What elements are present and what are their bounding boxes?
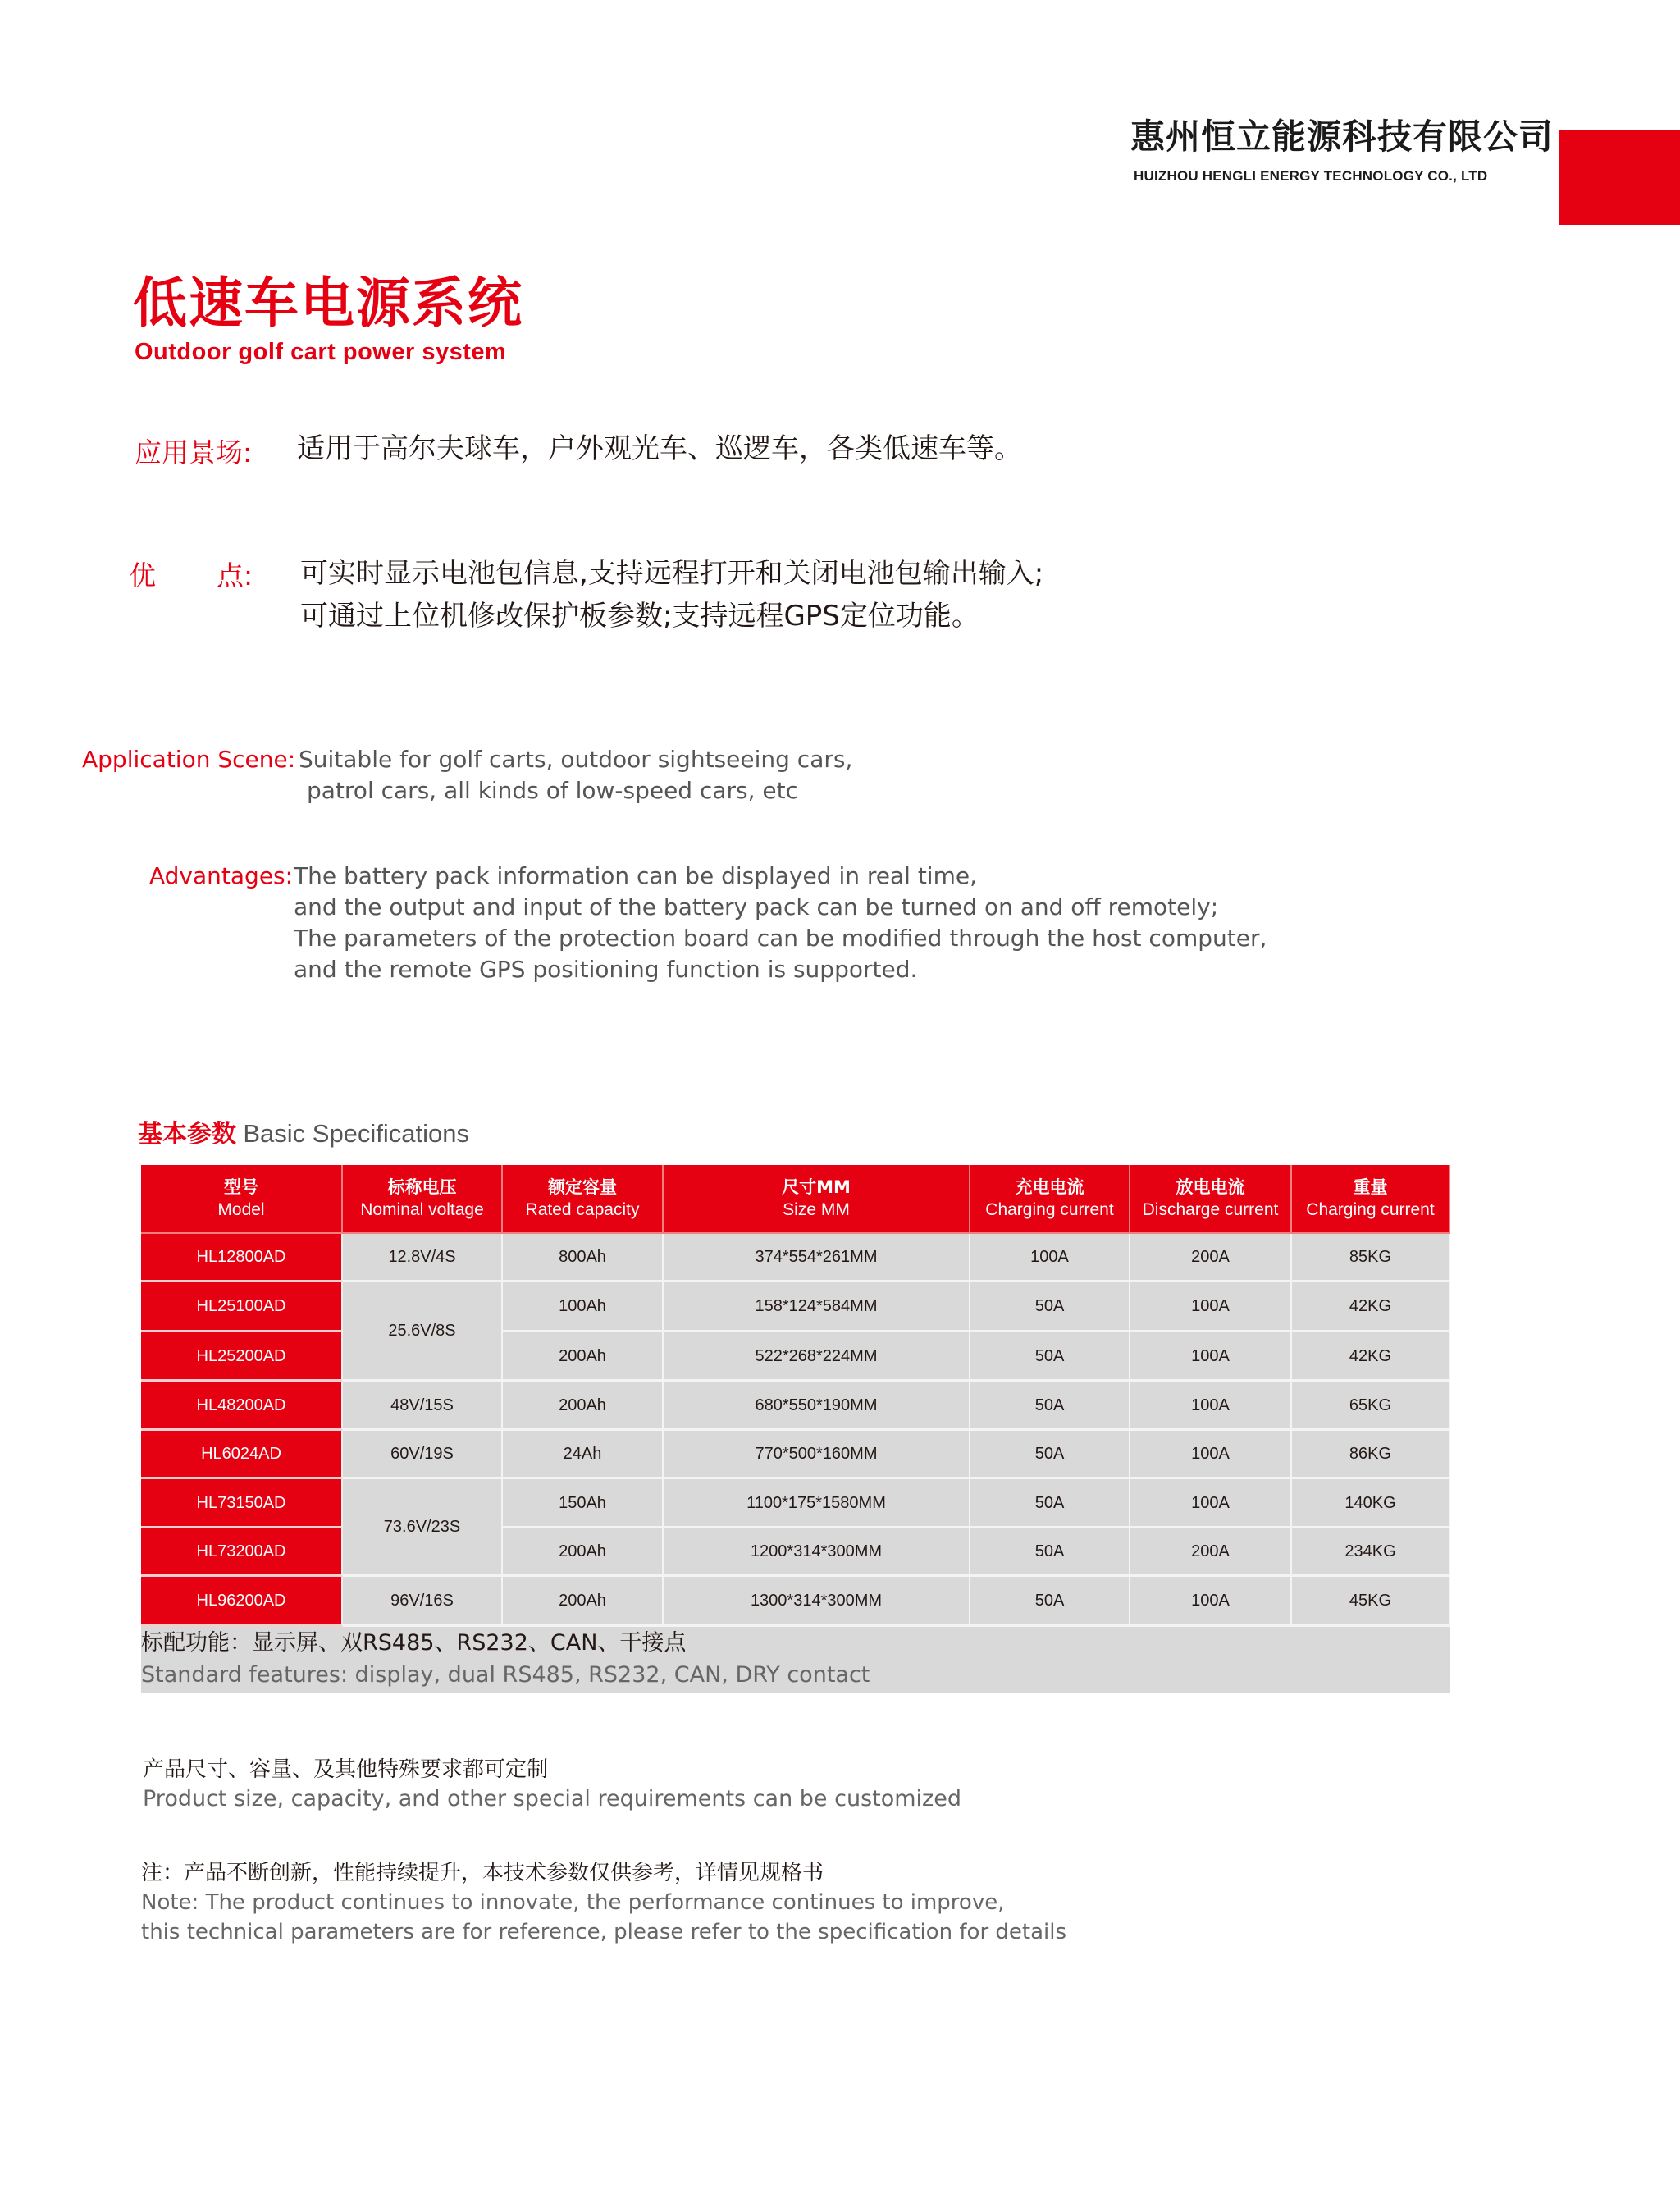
voltage-cell: 25.6V/8S	[343, 1282, 503, 1382]
table-cell-weight: 85KG	[1292, 1234, 1450, 1282]
table-cell-model: HL12800AD	[141, 1234, 343, 1282]
table-cell-capacity: 150Ah	[503, 1479, 664, 1528]
table-cell-discharge: 200A	[1130, 1528, 1292, 1577]
table-cell-charge: 50A	[970, 1528, 1130, 1577]
header-label-cn: 充电电流	[1015, 1177, 1084, 1197]
advantages-label-cn-1: 优	[129, 560, 156, 592]
table-cell-capacity: 200Ah	[503, 1577, 664, 1627]
customization-note-en: Product size, capacity, and other special requirements can be customized	[143, 1786, 961, 1811]
advantages-line-cn-1: 可实时显示电池包信息,支持远程打开和关闭电池包输出输入;	[300, 557, 1044, 590]
application-line-en-1: Suitable for golf carts, outdoor sightseeing cars,	[299, 746, 853, 773]
table-header-cell	[1292, 1165, 1450, 1234]
advantages-line-en-1: The battery pack information can be displayed in real time,	[294, 862, 977, 889]
table-cell-model: HL25200AD	[141, 1332, 343, 1382]
header-label-en: Discharge current	[1142, 1200, 1279, 1219]
table-cell-discharge: 100A	[1130, 1479, 1292, 1528]
table-cell-model: HL48200AD	[141, 1382, 343, 1431]
voltage-cell: 48V/15S	[343, 1382, 503, 1431]
table-cell-size: 680*550*190MM	[664, 1382, 970, 1431]
advantages-line-cn-2: 可通过上位机修改保护板参数;支持远程GPS定位功能。	[300, 600, 979, 633]
table-cell-weight: 234KG	[1292, 1528, 1450, 1577]
table-header-cell	[141, 1165, 343, 1234]
table-cell-weight: 42KG	[1292, 1332, 1450, 1382]
header-label-en: Nominal voltage	[360, 1200, 484, 1219]
specs-title-en: Basic Specifications	[243, 1119, 470, 1148]
table-cell-capacity: 800Ah	[503, 1234, 664, 1282]
table-cell-size: 522*268*224MM	[664, 1332, 970, 1382]
table-cell-discharge: 100A	[1130, 1431, 1292, 1479]
table-header-cell	[970, 1165, 1130, 1234]
header-label-cn: 放电电流	[1176, 1177, 1245, 1197]
table-cell-charge: 50A	[970, 1282, 1130, 1332]
table-header-cell	[503, 1165, 664, 1234]
header-label-en: Charging current	[1306, 1200, 1435, 1219]
table-cell-charge: 50A	[970, 1332, 1130, 1382]
application-label-en: Application Scene:	[82, 746, 296, 773]
table-cell-discharge: 200A	[1130, 1234, 1292, 1282]
voltage-cell: 12.8V/4S	[343, 1234, 503, 1282]
voltage-cell: 60V/19S	[343, 1431, 503, 1479]
voltage-cell: 96V/16S	[343, 1577, 503, 1627]
page-title-en: Outdoor golf cart power system	[135, 339, 507, 365]
application-text-cn: 适用于高尔夫球车，户外观光车、巡逻车，各类低速车等。	[297, 432, 1022, 465]
brand-color-block	[1559, 130, 1680, 225]
table-cell-size: 1100*175*1580MM	[664, 1479, 970, 1528]
header-label-cn: 重量	[1353, 1177, 1388, 1197]
disclaimer-note-cn: 注：产品不断创新，性能持续提升，本技术参数仅供参考，详情见规格书	[141, 1861, 824, 1885]
table-cell-discharge: 100A	[1130, 1577, 1292, 1627]
table-cell-charge: 50A	[970, 1577, 1130, 1627]
advantages-label-en: Advantages:	[149, 862, 294, 889]
table-cell-capacity: 100Ah	[503, 1282, 664, 1332]
table-cell-discharge: 100A	[1130, 1282, 1292, 1332]
table-cell-size: 374*554*261MM	[664, 1234, 970, 1282]
table-cell-size: 158*124*584MM	[664, 1282, 970, 1332]
table-cell-weight: 86KG	[1292, 1431, 1450, 1479]
table-cell-model: HL73150AD	[141, 1479, 343, 1528]
header-label-en: Model	[217, 1200, 265, 1219]
table-header-cell	[343, 1165, 503, 1234]
table-cell-model: HL73200AD	[141, 1528, 343, 1577]
header-label-cn: 型号	[224, 1177, 258, 1197]
company-name-cn: 惠州恒立能源科技有限公司	[1130, 116, 1554, 157]
header-label-en: Rated capacity	[525, 1200, 640, 1219]
table-cell-discharge: 100A	[1130, 1382, 1292, 1431]
table-header-cell	[664, 1165, 970, 1234]
standard-features-cn: 标配功能：显示屏、双RS485、RS232、CAN、干接点	[141, 1630, 687, 1656]
table-cell-weight: 140KG	[1292, 1479, 1450, 1528]
voltage-cell: 73.6V/23S	[343, 1479, 503, 1577]
advantages-line-en-4: and the remote GPS positioning function is supported.	[294, 956, 918, 983]
header-label-en: Size MM	[783, 1200, 850, 1219]
table-cell-weight: 45KG	[1292, 1577, 1450, 1627]
table-cell-charge: 50A	[970, 1382, 1130, 1431]
table-cell-capacity: 200Ah	[503, 1332, 664, 1382]
table-cell-charge: 50A	[970, 1431, 1130, 1479]
customization-note-cn: 产品尺寸、容量、及其他特殊要求都可定制	[143, 1757, 549, 1782]
table-cell-model: HL25100AD	[141, 1282, 343, 1332]
table-cell-capacity: 24Ah	[503, 1431, 664, 1479]
table-cell-size: 1300*314*300MM	[664, 1577, 970, 1627]
advantages-line-en-2: and the output and input of the battery pack can be turned on and off remotely;	[294, 893, 1219, 921]
header-label-cn: 尺寸MM	[782, 1177, 851, 1197]
table-cell-discharge: 100A	[1130, 1332, 1292, 1382]
table-cell-size: 1200*314*300MM	[664, 1528, 970, 1577]
advantages-line-en-3: The parameters of the protection board can be modified through the host computer,	[294, 925, 1267, 952]
header-label-cn: 额定容量	[548, 1177, 617, 1197]
table-cell-weight: 42KG	[1292, 1282, 1450, 1332]
application-line-en-2: patrol cars, all kinds of low-speed cars, etc	[307, 777, 799, 804]
advantages-label-cn-2: 点:	[217, 560, 253, 592]
table-cell-charge: 100A	[970, 1234, 1130, 1282]
application-label-cn: 应用景场:	[135, 436, 253, 468]
table-cell-charge: 50A	[970, 1479, 1130, 1528]
disclaimer-note-en-1: Note: The product continues to innovate, the performance continues to improve,	[141, 1890, 1005, 1915]
table-cell-model: HL6024AD	[141, 1431, 343, 1479]
standard-features-en: Standard features: display, dual RS485, RS232, CAN, DRY contact	[141, 1662, 870, 1688]
table-cell-capacity: 200Ah	[503, 1528, 664, 1577]
table-cell-capacity: 200Ah	[503, 1382, 664, 1431]
table-cell-weight: 65KG	[1292, 1382, 1450, 1431]
specs-title	[138, 1117, 469, 1151]
table-cell-model: HL96200AD	[141, 1577, 343, 1627]
table-cell-size: 770*500*160MM	[664, 1431, 970, 1479]
specs-title-cn: 基本参数	[138, 1120, 236, 1149]
company-name-en: HUIZHOU HENGLI ENERGY TECHNOLOGY CO., LTD	[1134, 168, 1488, 184]
header-label-en: Charging current	[985, 1200, 1114, 1219]
disclaimer-note-en-2: this technical parameters are for reference, please refer to the specification for details	[141, 1920, 1067, 1944]
table-header-cell	[1130, 1165, 1292, 1234]
page-title-cn: 低速车电源系统	[133, 272, 523, 335]
header-label-cn: 标称电压	[387, 1177, 457, 1197]
